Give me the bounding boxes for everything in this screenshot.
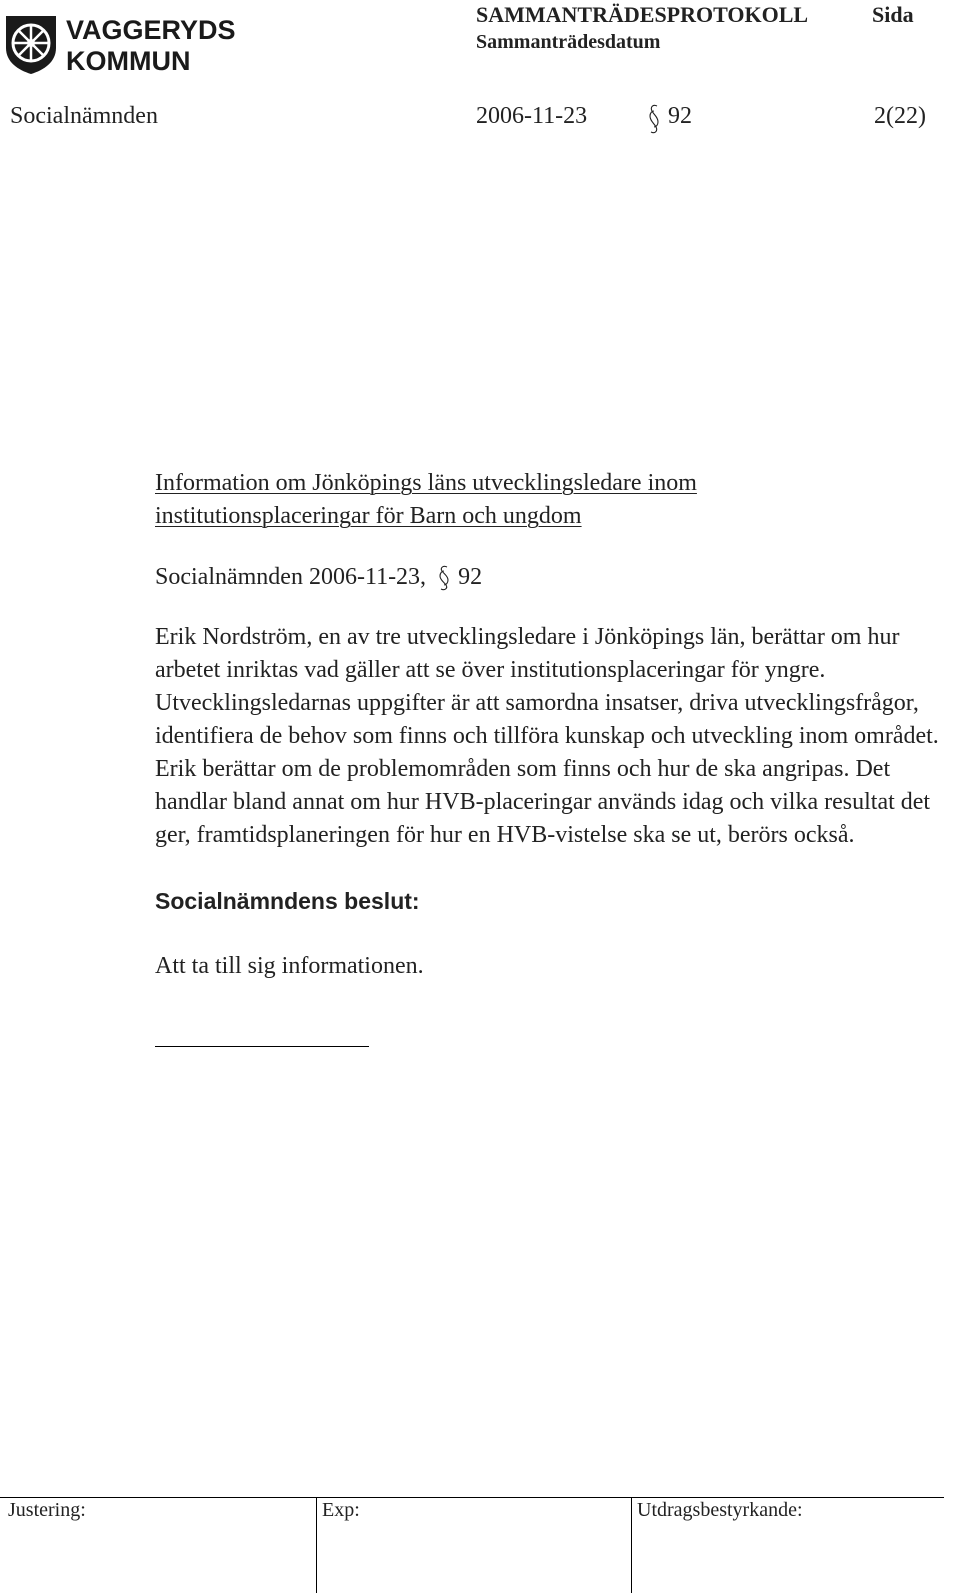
- meeting-reference-section: 92: [458, 564, 483, 590]
- municipal-wheel-logo-icon: [4, 12, 244, 76]
- body-paragraph-2: Erik berättar om de problemområden som finns och hur de ska angripas. Det handlar bland annat om hur HVB-placeringar används idag och vilka resultat det ger, framtidsplaneringen för hur en HVB-vistelse ska se ut, berörs också.: [155, 756, 931, 848]
- footer-column-divider: [316, 1497, 317, 1593]
- page-label: Sida: [872, 2, 914, 27]
- meeting-reference-text: Socialnämnden 2006-11-23,: [155, 564, 427, 590]
- footer-exp-label: Exp:: [322, 1499, 360, 1521]
- footer-column-divider: [631, 1497, 632, 1593]
- meeting-date-label: Sammanträdesdatum: [476, 31, 661, 53]
- body-paragraph-1: Erik Nordström, en av tre utvecklingsledare i Jönköpings län, berättar om hur arbetet inriktas vad gäller att se över institutionsplaceringar för yngre. Utvecklingsledarnas uppgifter är att samordna insatser, driva utvecklingsfrågor, identifiera de behov som finns och tillföra kunskap och utveckling inom området.: [155, 624, 939, 749]
- item-title-line1: Information om Jönköpings läns utvecklingsledare inom: [155, 470, 697, 496]
- logo-text-line1: VAGGERYDS: [66, 15, 236, 45]
- end-divider: [155, 1046, 369, 1047]
- document-title: SAMMANTRÄDESPROTOKOLL: [476, 2, 809, 27]
- meeting-reference: [155, 561, 945, 594]
- footer-utdragsbestyrkande-label: Utdragsbestyrkande:: [637, 1499, 803, 1521]
- logo-text-line2: KOMMUN: [66, 46, 191, 76]
- section-number: 92: [668, 103, 692, 129]
- protocol-item: [155, 467, 945, 1047]
- municipal-logo: [4, 12, 244, 76]
- meeting-date: 2006-11-23: [476, 103, 588, 129]
- item-title: [155, 467, 815, 533]
- committee-name: Socialnämnden: [10, 103, 158, 129]
- section-sign-icon: [648, 103, 660, 135]
- page-number: 2(22): [874, 103, 926, 129]
- decision-text: Att ta till sig informationen.: [155, 953, 424, 979]
- decision-heading: Socialnämndens beslut:: [155, 888, 420, 914]
- footer-justering-label: Justering:: [8, 1499, 86, 1521]
- section-sign-icon: [438, 564, 450, 592]
- footer-divider: [0, 1497, 944, 1498]
- item-title-line2: institutionsplaceringar för Barn och ungdom: [155, 503, 582, 529]
